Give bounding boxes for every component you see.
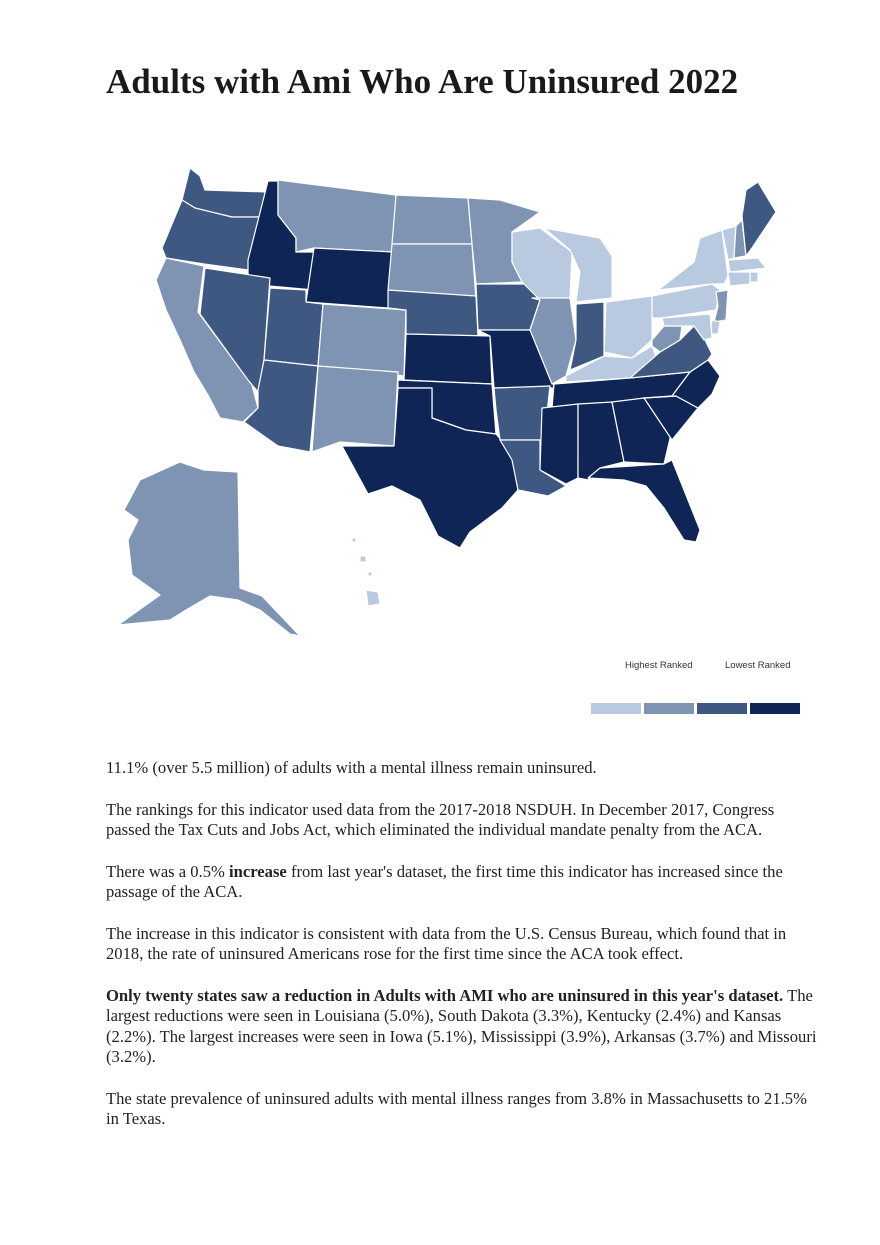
page-title: Adults with Ami Who Are Uninsured 2022 — [106, 62, 739, 101]
paragraph-6: The state prevalence of uninsured adults with mental illness ranges from 3.8% in Massachusetts to 21.5% in Texas. — [106, 1088, 807, 1128]
state-nd[interactable] — [392, 195, 472, 244]
state-ct[interactable] — [728, 272, 750, 286]
state-co[interactable] — [318, 304, 406, 376]
state-ks[interactable] — [404, 334, 492, 384]
state-oh[interactable] — [604, 296, 652, 358]
paragraph-3 — [106, 862, 821, 903]
us-choropleth-map — [95, 140, 825, 740]
legend-lowest-ranked-label: Lowest Ranked — [725, 660, 791, 671]
us-map — [95, 140, 825, 740]
paragraph-3-tail: from last year's dataset, the first time this indicator has increased since the passage of the ACA. — [106, 861, 783, 901]
legend-swatch-4 — [750, 703, 800, 714]
state-ny[interactable] — [658, 230, 728, 290]
legend-swatch-2 — [644, 703, 694, 714]
state-nm[interactable] — [312, 366, 398, 452]
paragraph-2: The rankings for this indicator used data from the 2017-2018 NSDUH. In December 2017, Congress passed the Tax Cuts and Jobs Act, which eliminated the individual mandate penalty from the ACA. — [106, 799, 775, 839]
state-hi[interactable] — [352, 538, 380, 606]
state-fl[interactable] — [588, 460, 700, 542]
body-text — [106, 758, 821, 1151]
state-ma[interactable] — [728, 258, 766, 272]
state-me[interactable] — [742, 182, 776, 256]
state-mt[interactable] — [278, 180, 396, 252]
legend-swatch-3 — [697, 703, 747, 714]
state-ak[interactable] — [118, 462, 300, 636]
state-wy[interactable] — [306, 248, 393, 308]
paragraph-4: The increase in this indicator is consistent with data from the U.S. Census Bureau, which found that in 2018, the rate of uninsured Americans rose for the first time since the ACA took effect. — [106, 923, 787, 963]
map-legend — [591, 660, 803, 716]
paragraph-5 — [106, 986, 821, 1068]
state-ms[interactable] — [540, 404, 578, 484]
legend-highest-ranked-label: Highest Ranked — [625, 660, 693, 671]
paragraph-5-text: The largest reductions were seen in Louisiana (5.0%), South Dakota (3.3%), Kentucky (2.4%) and Kansas (2.2%). The largest increases were seen in Iowa (5.1%), Mississippi (3.9%), Arkansas (3.7%) and Missouri (3.2%). — [106, 985, 817, 1066]
legend-swatch-1 — [591, 703, 641, 714]
paragraph-3-lead: There was a 0.5% — [106, 861, 225, 881]
state-ri[interactable] — [750, 272, 758, 282]
paragraph-5-bold: Only twenty states saw a reduction in Adults with AMI who are uninsured in this year's dataset. — [106, 985, 784, 1005]
paragraph-3-emphasis: increase — [229, 861, 287, 881]
paragraph-1: 11.1% (over 5.5 million) of adults with a mental illness remain uninsured. — [106, 758, 597, 777]
